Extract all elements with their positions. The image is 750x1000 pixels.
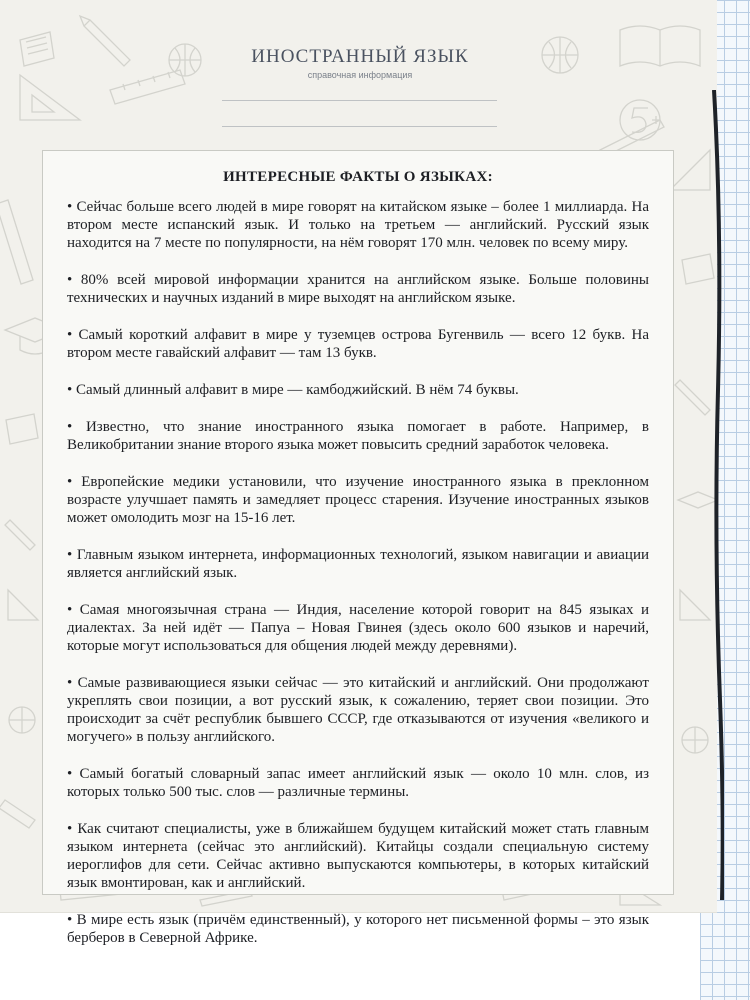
subject-title: ИНОСТРАННЫЙ ЯЗЫК [251, 46, 469, 67]
fact-item: • Европейские медики установили, что изучение иностранного языка в преклонном возрасте улучшает память и замедляет процесс старения. Изучение иностранных языков может омолодить мозг на 15-16 лет. [67, 474, 649, 526]
subject-heading [170, 46, 550, 80]
fact-item: • Сейчас больше всего людей в мире говорят на китайском языке – более 1 миллиарда. На втором месте испанский язык. И только на третьем — английский. Русский язык находится на 7 месте по популярности, на нём говорят 170 млн. человек по всему миру. [67, 199, 649, 251]
triangle-icon [680, 590, 710, 620]
globe-icon [682, 727, 708, 753]
globe-icon [9, 707, 35, 733]
five-plus-grade-icon [620, 100, 660, 140]
fact-item: • Самые развивающиеся языки сейчас — это китайский и английский. Они продолжают укреплять свои позиции, а вот русский язык, к сожалению, теряет свои позиции. Это происходит за счёт республик бывшего СССР, где отказываются от изучения «великого и могучего» в пользу английского. [67, 675, 649, 745]
facts-box [42, 150, 674, 946]
pencil-icon [80, 16, 130, 66]
fact-item: • Главным языком интернета, информационных технологий, языком навигации и авиации является английский язык. [67, 547, 649, 581]
fact-item: • Самая многоязычная страна — Индия, население которой говорит на 845 языках и диалектах. За ней идёт — Папуа – Новая Гвинея (здесь около 600 языков и наречий, которые могут использоваться для общения людей между деревнями). [67, 602, 649, 654]
name-line [222, 100, 497, 101]
fact-item: • Как считают специалисты, уже в ближайшем будущем китайский может стать главным языком интернета (сейчас это английский). Китайцы создали специальную систему иероглифов для сети. Сейчас активно выпускаются компьютеры, в которых китайский язык вмонтирован, как и английский. [67, 821, 649, 891]
fact-item: • Самый короткий алфавит в мире у туземцев острова Бугенвиль — всего 12 букв. На втором месте гавайский алфавит — там 13 букв. [67, 327, 649, 361]
ruler-icon [0, 200, 33, 284]
ruler-icon [0, 800, 35, 828]
pencil-icon [675, 380, 710, 415]
pencil-icon [5, 520, 35, 550]
fact-item: • Самый богатый словарный запас имеет английский язык — около 10 млн. слов, из которых только 500 тыс. слов — различные термины. [67, 766, 649, 800]
subject-subtitle: справочная информация [307, 70, 413, 80]
book-icon [6, 414, 38, 444]
triangle-icon [8, 590, 38, 620]
fact-item: • 80% всей мировой информации хранится на английском языке. Больше половины технических и научных изданий в мире выходят на английском языке. [67, 272, 649, 306]
fact-item: • Самый длинный алфавит в мире — камбоджийский. В нём 74 буквы. [67, 382, 519, 398]
facts-title: ИНТЕРЕСНЫЕ ФАКТЫ О ЯЗЫКАХ: [223, 169, 493, 185]
page-edge-shadow [712, 90, 724, 900]
book-icon [682, 254, 714, 284]
triangle-icon [20, 75, 80, 120]
name-line [222, 126, 497, 127]
book-icon [620, 26, 700, 66]
triangle-icon [670, 150, 710, 190]
book-icon [20, 32, 54, 66]
fact-item: • Известно, что знание иностранного языка помогает в работе. Например, в Великобритании знание второго языка может повысить средний заработок человека. [67, 419, 649, 453]
fact-item: • В мире есть язык (причём единственный), у которого нет письменной формы – это язык берберов в Северной Африке. [67, 912, 649, 946]
